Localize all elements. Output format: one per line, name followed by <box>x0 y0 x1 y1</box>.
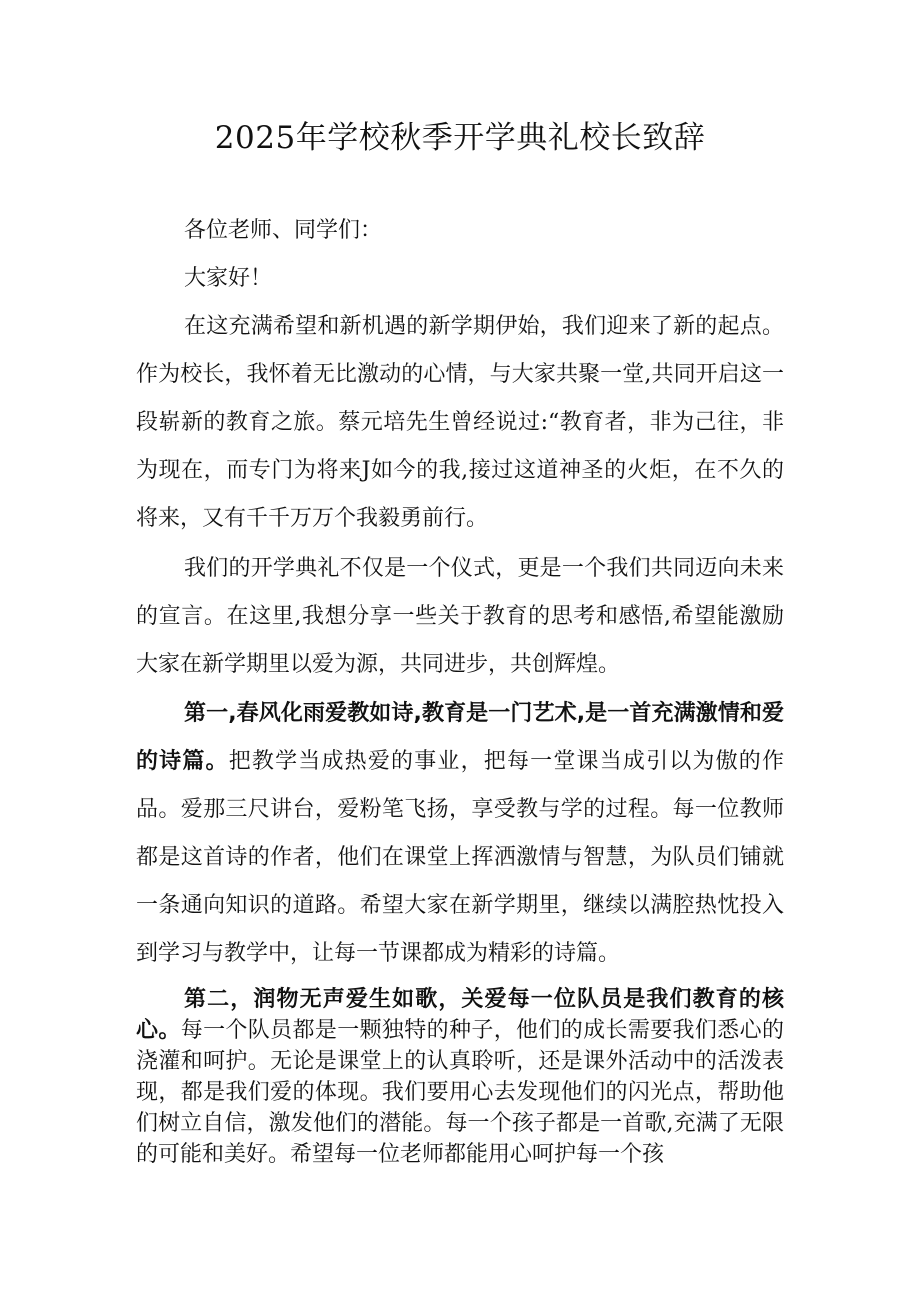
paragraph-lead: 第二，润物无声爱生如歌，关爱每一位队员是我们教育的核心。 <box>136 987 784 1043</box>
greeting: 大家好！ <box>184 266 273 291</box>
salutation: 各位老师、同学们： <box>184 218 383 243</box>
paragraph-ceremony <box>136 545 784 689</box>
document-title: 2025年学校秋季开学典礼校长致辞 <box>214 120 706 156</box>
paragraph-lead: 第一,春风化雨爱教如诗,教育是一门艺术,是一首充满激情和爱的诗篇。 <box>136 701 784 774</box>
paragraph-text: 每一个队员都是一颗独特的种子，他们的成长需要我们悉心的浇灌和呵护。无论是课堂上的认真聆听，还是课外活动中的活泼表现，都是我们爱的体现。我们要用心去发现他们的闪光点，帮助他们树立自信，激发他们的潜能。每一个孩子都是一首歌,充满了无限的可能和美好。希望每一位老师都能用心呵护每一个孩 <box>136 1018 784 1167</box>
paragraph-text: 在这充满希望和新机遇的新学期伊始，我们迎来了新的起点。作为校长，我怀着无比激动的心情，与大家共聚一堂,共同开启这一段崭新的教育之旅。蔡元培先生曾经说过:“教育者，非为己往，非为现在，而专门为将来J如今的我,接过这道神圣的火炬，在不久的将来，又有千千万万个我毅勇前行。 <box>136 314 784 531</box>
paragraph-point-one <box>136 690 784 978</box>
paragraph-text: 把教学当成热爱的事业，把每一堂课当成引以为傲的作品。爱那三尺讲台，爱粉笔飞扬，享受教与学的过程。每一位教师都是这首诗的作者，他们在课堂上挥洒激情与智慧，为队员们铺就一条通向知识的道路。希望大家在新学期里，继续以满腔热忱投入到学习与教学中，让每一节课都成为精彩的诗篇。 <box>136 749 784 966</box>
paragraph-opening <box>136 303 784 543</box>
paragraph-point-two <box>136 984 784 1170</box>
paragraph-text: 我们的开学典礼不仅是一个仪式，更是一个我们共同迈向未来的宣言。在这里,我想分享一些关于教育的思考和感悟,希望能激励大家在新学期里以爱为源，共同进步，共创辉煌。 <box>136 556 784 677</box>
